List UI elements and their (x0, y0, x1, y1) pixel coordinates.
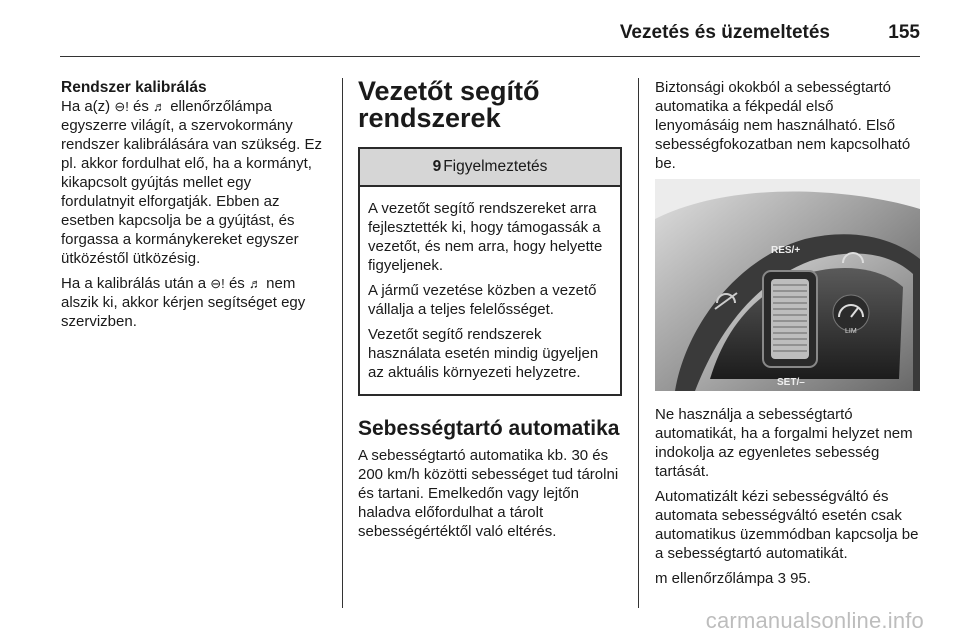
column-middle (358, 78, 622, 547)
paragraph: Ha a kalibrálás után a ⊖! és ♬ nem alszik ki, akkor kérjen segítséget egy szervizben. (61, 275, 306, 330)
paragraph: m ellenőrzőlámpa 3 95. (655, 570, 811, 587)
watermark: carmanualsonline.info (705, 608, 924, 633)
column-divider (342, 78, 343, 608)
warning-body (360, 187, 620, 394)
paragraph: Ne használja a sebességtartó automatikát, ha a forgalmi helyzet nem indokolja az egyenletes sebesség tartását. (655, 406, 913, 480)
warning-box (358, 147, 622, 396)
page-reference-icon: 3 (777, 570, 786, 587)
paragraph: Automatizált kézi sebességváltó és automata sebességváltó esetén csak automatikus üzemmódban kapcsolja be a sebességtartó automatikát. (655, 488, 919, 562)
tyre-warning-icon: ♬ (248, 276, 262, 291)
steering-warning-icon: ⊖! (114, 99, 129, 114)
res-label: RES/+ (771, 245, 801, 256)
set-label: SET/– (777, 377, 805, 388)
lim-label: LIM (845, 328, 857, 335)
section-heading: Rendszer kalibrálás (61, 79, 207, 96)
warning-text: A jármű vezetése közben a vezető vállalja a teljes felelősséget. (368, 282, 597, 318)
tyre-warning-icon: ♬ (153, 99, 167, 114)
column-left (61, 78, 327, 337)
header-title: Vezetés és üzemeltetés (619, 22, 830, 43)
cruise-control-switch-photo (655, 179, 920, 391)
page-header (60, 0, 920, 57)
paragraph: Ha a(z) ⊖! és ♬ ellenőrzőlámpa egyszerre világít, a szervokormány rendszer kalibrálására van szükség. Ez pl. akkor fordulhat elő, ha a kormányt, kikapcsolt gyújtás mellet egy fordulatnyit elforgatják. Ebben az esetben kapcsolja be a gyújtást, és forgassa a kormánykereket egyszer ütközéstől ütközésig. (61, 98, 322, 267)
paragraph: Biztonsági okokból a sebességtartó automatika a fékpedál első lenyomásáig nem használható. Első sebességfokozatban nem kapcsolható be. (655, 79, 911, 172)
section-heading: Sebességtartó automatika (358, 417, 620, 440)
page-title: Vezetőt segítő rendszerek (358, 76, 540, 133)
warning-text: Vezetőt segítő rendszerek használata esetén mindig ügyeljen az aktuális környezeti helyzetre. (368, 326, 599, 381)
cruise-control-indicator-icon: m (655, 570, 668, 587)
warning-title: Figyelmeztetés (443, 158, 548, 175)
warning-text: A vezetőt segítő rendszereket arra fejlesztették ki, hogy támogassák a vezetőt, és nem arra, hogy helyette figyeljenek. (368, 200, 603, 274)
paragraph: A sebességtartó automatika kb. 30 és 200 km/h közötti sebességet tud tárolni és tartani. Emelkedőn vagy lejtőn haladva előfordulhat a tárolt sebességértéktől való eltérés. (358, 447, 619, 540)
warning-header (360, 149, 620, 187)
steering-warning-icon: ⊖! (210, 276, 225, 291)
column-right (655, 78, 920, 594)
warning-triangle-icon: 9 (432, 158, 442, 175)
page-number: 155 (888, 22, 920, 43)
column-divider (638, 78, 639, 608)
